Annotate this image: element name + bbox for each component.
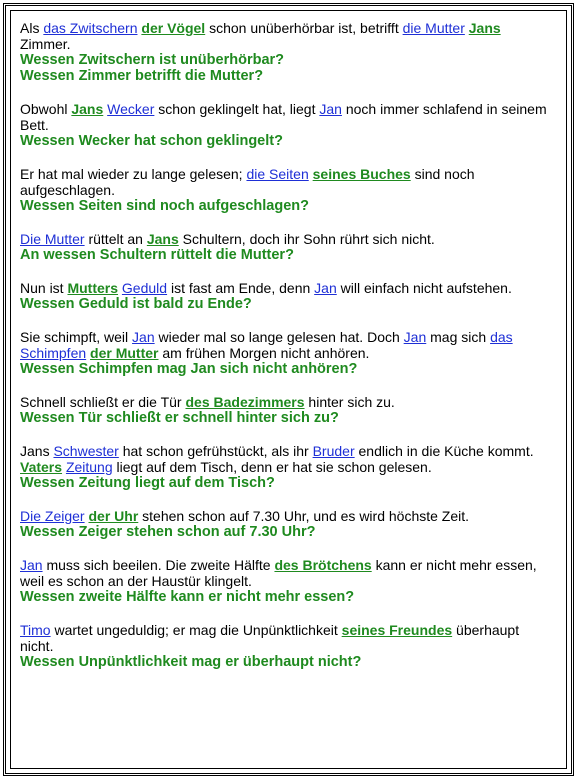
underlined-noun: Zeitung (65, 459, 113, 475)
sentence-text: Nun ist (20, 280, 68, 296)
underlined-noun: Jan (403, 329, 427, 345)
exercise-sentence (20, 508, 550, 524)
question: Wessen Unpünktlichkeit mag er überhaupt nicht? (20, 654, 362, 670)
exercise-block (20, 166, 550, 214)
sentence-text: Obwohl (20, 101, 72, 117)
exercise-block (20, 557, 550, 605)
question: Wessen Tür schließt er schnell hinter sich zu? (20, 410, 339, 426)
sentence-text: sind noch aufgeschlagen. (20, 166, 475, 198)
sentence-text: Als (20, 20, 44, 36)
exercise-block (20, 508, 550, 540)
sentence-text: hat schon gefrühstückt, als ihr (118, 443, 313, 459)
exercise-sentence (20, 231, 550, 247)
exercise-sentence (20, 329, 550, 361)
genitive-attribute: des Brötchens (274, 557, 372, 573)
exercise-sentence (20, 280, 550, 296)
question: Wessen Seiten sind noch aufgeschlagen? (20, 198, 309, 214)
question: Wessen Geduld ist bald zu Ende? (20, 296, 252, 312)
question: Wessen Schimpfen mag Jan sich nicht anhören? (20, 361, 358, 377)
sentence-text: Schultern, doch ihr Sohn rührt sich nicht. (178, 231, 435, 247)
underlined-noun: Jan (314, 280, 337, 296)
genitive-attribute: Vaters (20, 459, 63, 475)
sentence-text: kann er nicht mehr essen, weil es schon an der Haustür klingelt. (20, 557, 537, 589)
question: Wessen zweite Hälfte kann er nicht mehr essen? (20, 589, 355, 605)
sentence-text: rüttelt an (84, 231, 147, 247)
underlined-noun: Jan (132, 329, 155, 345)
underlined-noun: das Zwitschern (43, 20, 138, 36)
genitive-attribute: der Uhr (88, 508, 139, 524)
exercise-sentence (20, 20, 550, 52)
underlined-noun: Wecker (107, 101, 155, 117)
exercise-block (20, 231, 550, 263)
exercise-list (20, 20, 550, 687)
genitive-attribute: seines Buches (312, 166, 411, 182)
sentence-text: hinter sich zu. (304, 394, 395, 410)
sentence-text: Sie schimpft, weil (20, 329, 133, 345)
sentence-text: überhaupt nicht. (20, 622, 520, 654)
exercise-sentence (20, 394, 550, 410)
sentence-text: Zimmer. (20, 36, 71, 52)
sentence-text: wartet ungeduldig; er mag die Unpünktlichkeit (50, 622, 342, 638)
question: Wessen Zimmer betrifft die Mutter? (20, 68, 264, 84)
underlined-noun: Jan (319, 101, 342, 117)
exercise-block (20, 622, 550, 670)
sentence-text: schon geklingelt hat, liegt (154, 101, 320, 117)
sentence-text: wieder mal so lange gelesen hat. Doch (154, 329, 404, 345)
underlined-noun: Bruder (312, 443, 355, 459)
underlined-noun: Die Mutter (20, 231, 85, 247)
genitive-attribute: Jans (468, 20, 501, 36)
sentence-text: noch immer schlafend in seinem Bett. (20, 101, 547, 133)
sentence-text: am frühen Morgen nicht anhören. (158, 345, 370, 361)
underlined-noun: die Mutter (402, 20, 465, 36)
exercise-sentence (20, 443, 550, 475)
genitive-attribute: Mutters (67, 280, 119, 296)
exercise-block (20, 280, 550, 312)
genitive-attribute: des Badezimmers (185, 394, 305, 410)
sentence-text: Jans (20, 443, 54, 459)
question: Wessen Wecker hat schon geklingelt? (20, 133, 283, 149)
exercise-sentence (20, 101, 550, 133)
exercise-block (20, 20, 550, 84)
underlined-noun: Die Zeiger (20, 508, 85, 524)
exercise-block (20, 101, 550, 149)
sentence-text: will einfach nicht aufstehen. (336, 280, 512, 296)
genitive-attribute: der Vögel (141, 20, 206, 36)
underlined-noun: Schimpfen (20, 345, 87, 361)
genitive-attribute: Jans (146, 231, 179, 247)
genitive-attribute: der Mutter (90, 345, 159, 361)
genitive-attribute: Jans (71, 101, 104, 117)
question: Wessen Zwitschern ist unüberhörbar? (20, 52, 285, 68)
sentence-text: liegt auf dem Tisch, denn er hat sie schon gelesen. (112, 459, 432, 475)
question: An wessen Schultern rüttelt die Mutter? (20, 247, 294, 263)
exercise-sentence (20, 622, 550, 654)
genitive-attribute: seines Freundes (341, 622, 453, 638)
exercise-sentence (20, 557, 550, 589)
exercise-block (20, 394, 550, 426)
sentence-text: endlich in die Küche kommt. (354, 443, 534, 459)
sentence-text: Schnell schließt er die Tür (20, 394, 186, 410)
exercise-block (20, 443, 550, 491)
exercise-block (20, 329, 550, 377)
sentence-text: stehen schon auf 7.30 Uhr, und es wird höchste Zeit. (138, 508, 470, 524)
sentence-text: mag sich (426, 329, 491, 345)
underlined-noun: Jan (20, 557, 43, 573)
underlined-noun: das (490, 329, 513, 345)
underlined-noun: die Seiten (246, 166, 309, 182)
question: Wessen Zeitung liegt auf dem Tisch? (20, 475, 275, 491)
sentence-text: muss sich beeilen. Die zweite Hälfte (42, 557, 275, 573)
sentence-text: Er hat mal wieder zu lange gelesen; (20, 166, 247, 182)
exercise-sentence (20, 166, 550, 198)
question: Wessen Zeiger stehen schon auf 7.30 Uhr? (20, 524, 316, 540)
underlined-noun: Timo (20, 622, 51, 638)
underlined-noun: Schwester (53, 443, 119, 459)
sentence-text: ist fast am Ende, denn (167, 280, 315, 296)
sentence-text: schon unüberhörbar ist, betrifft (205, 20, 403, 36)
underlined-noun: Geduld (121, 280, 168, 296)
